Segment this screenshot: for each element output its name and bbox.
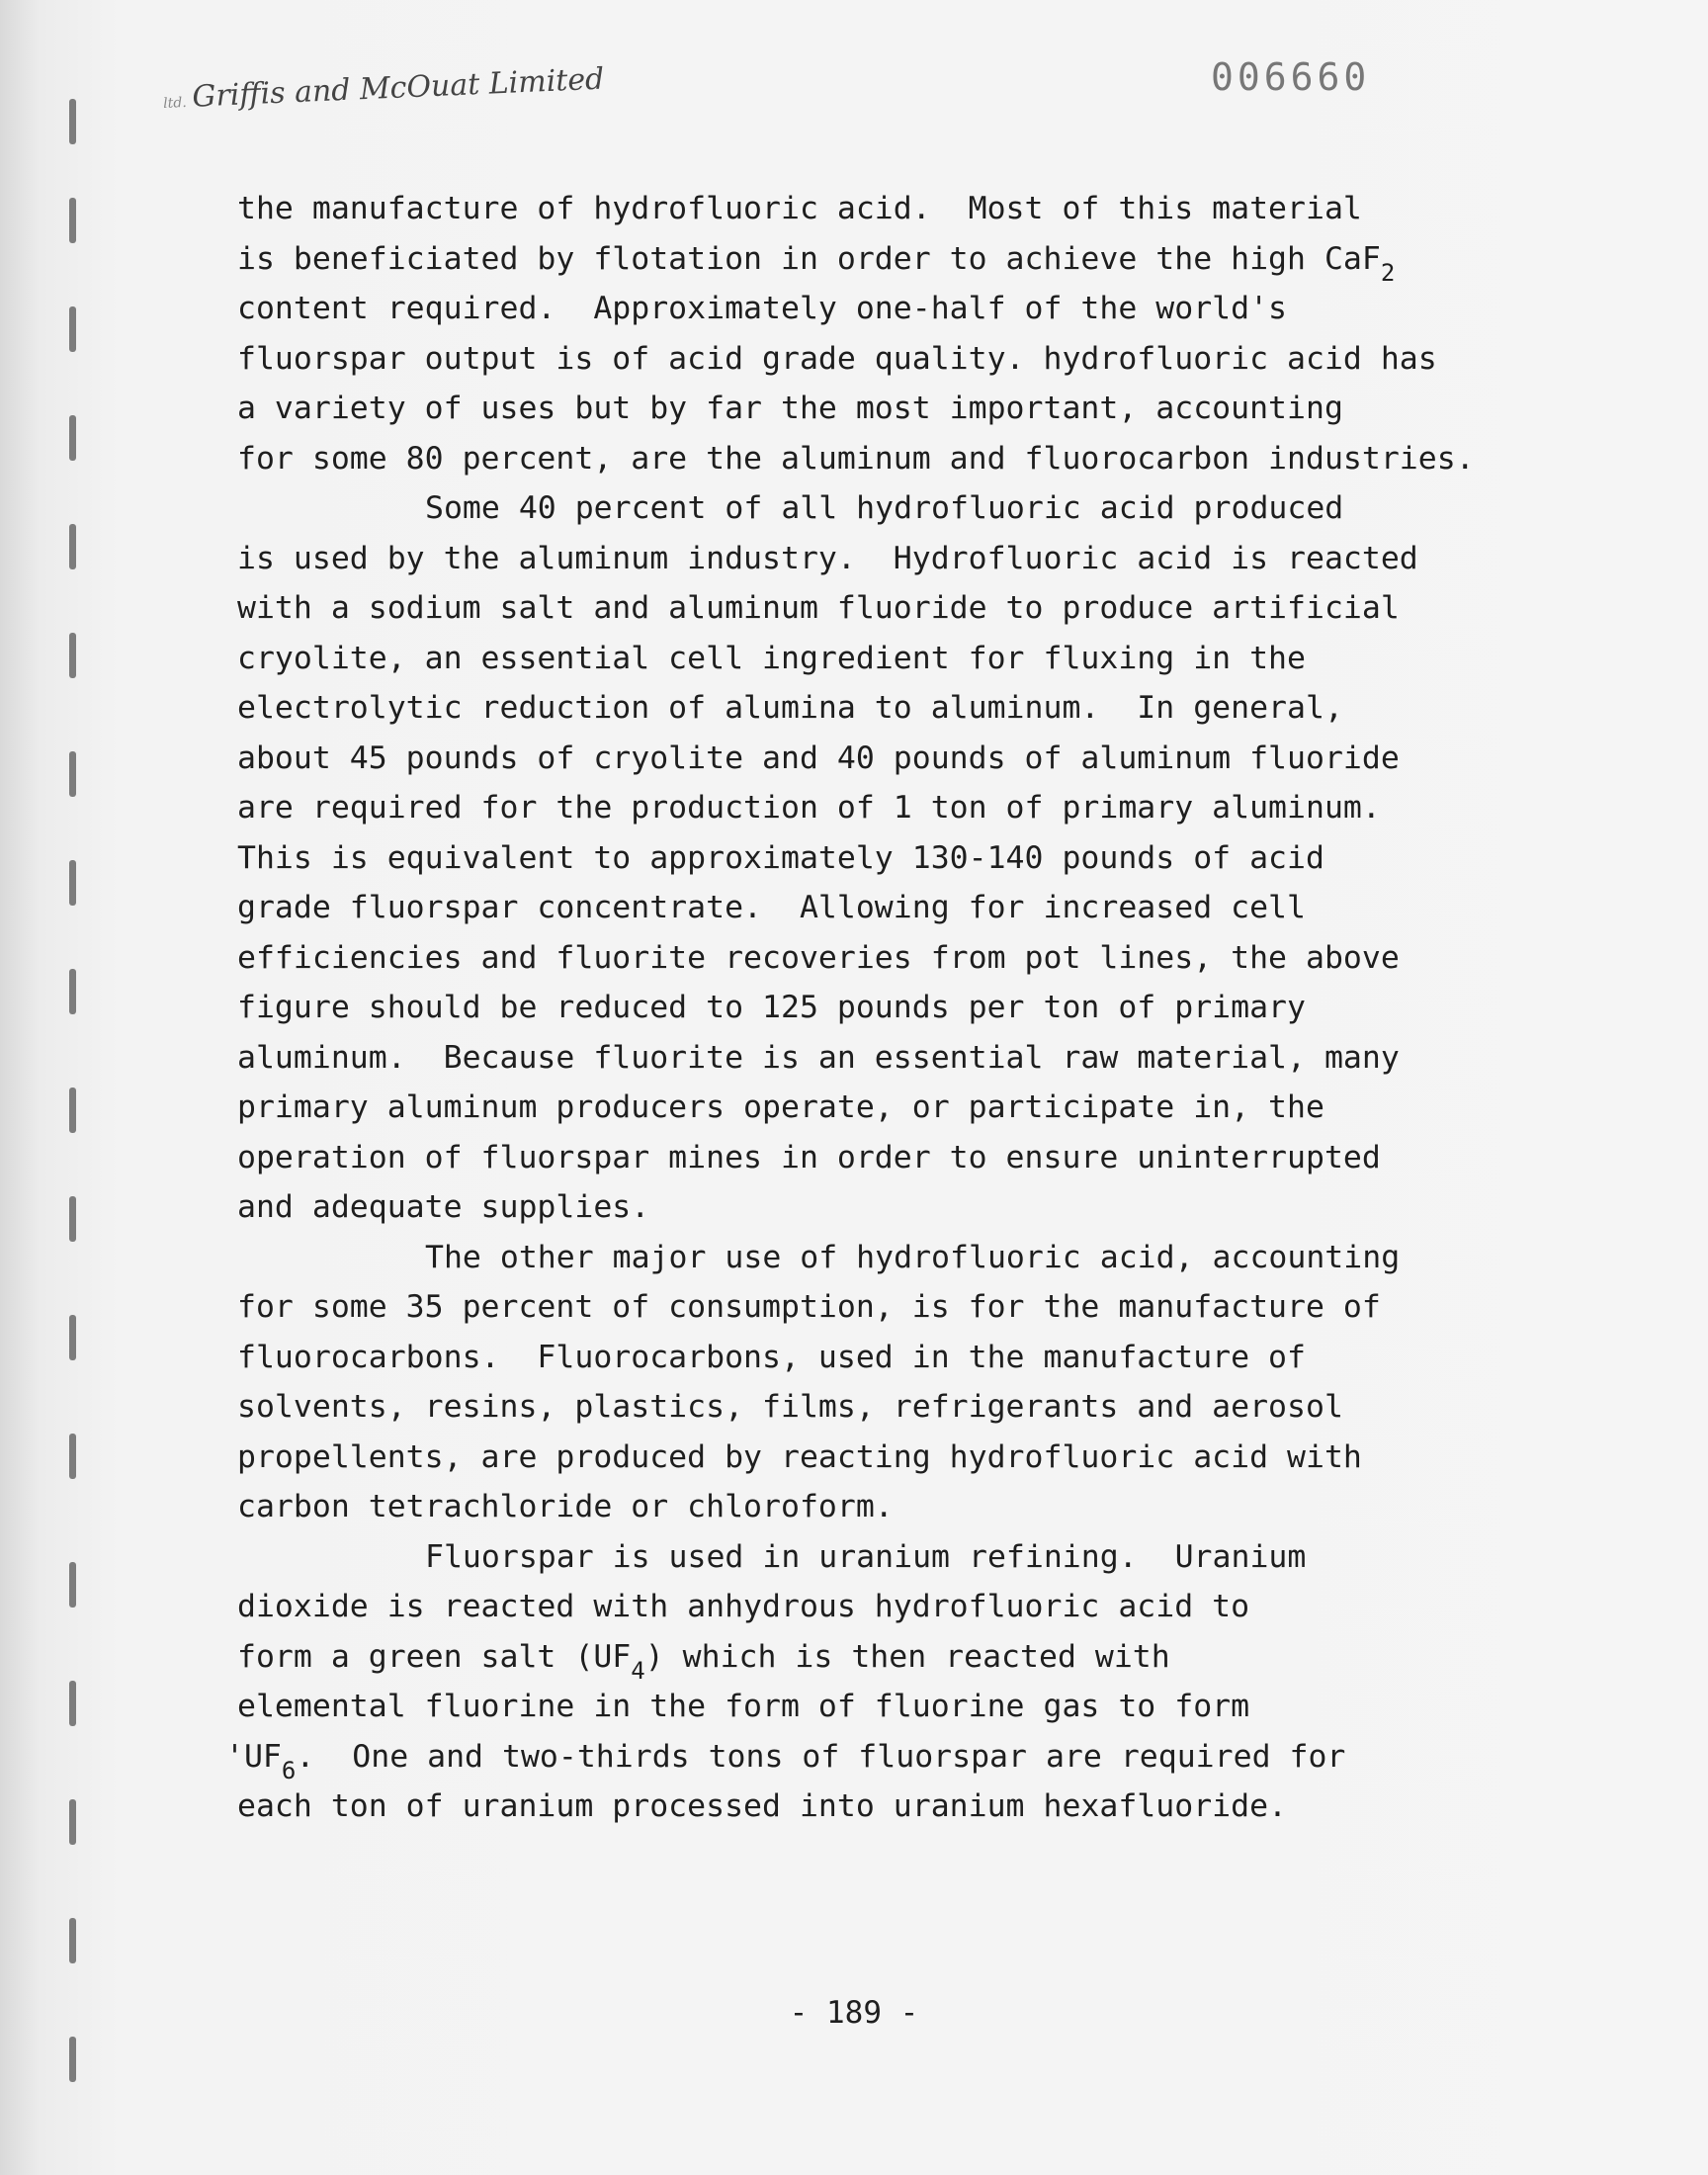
subscript: 6	[281, 1756, 297, 1784]
letterhead-company: Griffis and McOuat Limited	[191, 61, 605, 115]
text-line: solvents, resins, plastics, films, refrigerants and aerosol	[237, 1389, 1343, 1425]
body-text	[225, 184, 1572, 1832]
text-line: fluorocarbons. Fluorocarbons, used in the manufacture of	[237, 1339, 1306, 1375]
paragraph-4	[225, 1532, 1572, 1832]
text-line-content: One and two-thirds tons of fluorspar are required for	[352, 1738, 1346, 1775]
text-line-content: form a green salt (UF	[237, 1638, 632, 1675]
text-line: for some 80 percent, are the aluminum and fluorocarbon industries.	[237, 440, 1475, 477]
text-line: the manufacture of hydrofluoric acid. Most of this material	[237, 191, 1362, 226]
text-line: propellents, are produced by reacting hydrofluoric acid with	[237, 1438, 1362, 1475]
text-line: elemental fluorine in the form of fluorine gas to form	[237, 1689, 1250, 1724]
subscript: 4	[631, 1656, 645, 1685]
text-line-content: ) which is then reacted with	[644, 1638, 1170, 1675]
text-line-content: 'UF	[225, 1738, 282, 1775]
page-number: - 189 -	[789, 1995, 919, 2031]
document-id: 006660	[1211, 55, 1371, 99]
text-line: content required. Approximately one-half of the world's	[237, 291, 1288, 326]
text-line: about 45 pounds of cryolite and 40 pounds of aluminum fluoride	[237, 740, 1400, 776]
text-line	[237, 234, 1572, 285]
text-line: grade fluorspar concentrate. Allowing for increased cell	[237, 890, 1306, 925]
text-line: figure should be reduced to 125 pounds per ton of primary	[237, 990, 1306, 1025]
text-line: dioxide is reacted with anhydrous hydrofluoric acid to	[237, 1589, 1250, 1624]
subscript: 2	[1380, 258, 1396, 287]
paragraph-2	[237, 483, 1572, 1233]
text-line: Fluorspar is used in uranium refining. Uranium	[425, 1538, 1307, 1575]
letterhead	[162, 62, 605, 116]
text-line-content: is beneficiated by flotation in order to achieve the high CaF	[237, 240, 1381, 277]
text-line: a variety of uses but by far the most important, accounting	[237, 391, 1343, 426]
text-line: fluorspar output is of acid grade quality. hydrofluoric acid has	[237, 340, 1437, 377]
text-line: with a sodium salt and aluminum fluoride to produce artificial	[237, 590, 1400, 626]
text-line	[237, 1632, 1572, 1683]
paragraph-1	[237, 184, 1572, 483]
text-line: The other major use of hydrofluoric acid, accounting	[425, 1239, 1401, 1275]
text-line: cryolite, an essential cell ingredient for fluxing in the	[237, 640, 1306, 676]
text-line-content: .	[296, 1738, 353, 1775]
binding-holes	[59, 79, 95, 2096]
text-line: Some 40 percent of all hydrofluoric acid produced	[425, 490, 1344, 526]
text-line: This is equivalent to approximately 130-140 pounds of acid	[237, 839, 1324, 876]
text-line	[225, 1732, 1572, 1783]
text-line: electrolytic reduction of alumina to aluminum. In general,	[237, 690, 1343, 726]
text-line: and adequate supplies.	[237, 1189, 650, 1225]
text-line: carbon tetrachloride or chloroform.	[237, 1489, 894, 1524]
text-line: efficiencies and fluorite recoveries from pot lines, the above	[237, 939, 1400, 976]
paragraph-3	[237, 1233, 1572, 1532]
text-line: each ton of uranium processed into uranium hexafluoride.	[237, 1788, 1288, 1824]
text-line: are required for the production of 1 ton of primary aluminum.	[237, 790, 1381, 826]
text-line: for some 35 percent of consumption, is for the manufacture of	[237, 1289, 1381, 1325]
letterhead-faded: ltd.	[162, 94, 188, 112]
text-line: operation of fluorspar mines in order to ensure uninterrupted	[237, 1139, 1381, 1175]
text-line: primary aluminum producers operate, or participate in, the	[237, 1089, 1324, 1125]
text-line: aluminum. Because fluorite is an essential raw material, many	[237, 1039, 1400, 1076]
text-line: is used by the aluminum industry. Hydrofluoric acid is reacted	[237, 540, 1418, 576]
